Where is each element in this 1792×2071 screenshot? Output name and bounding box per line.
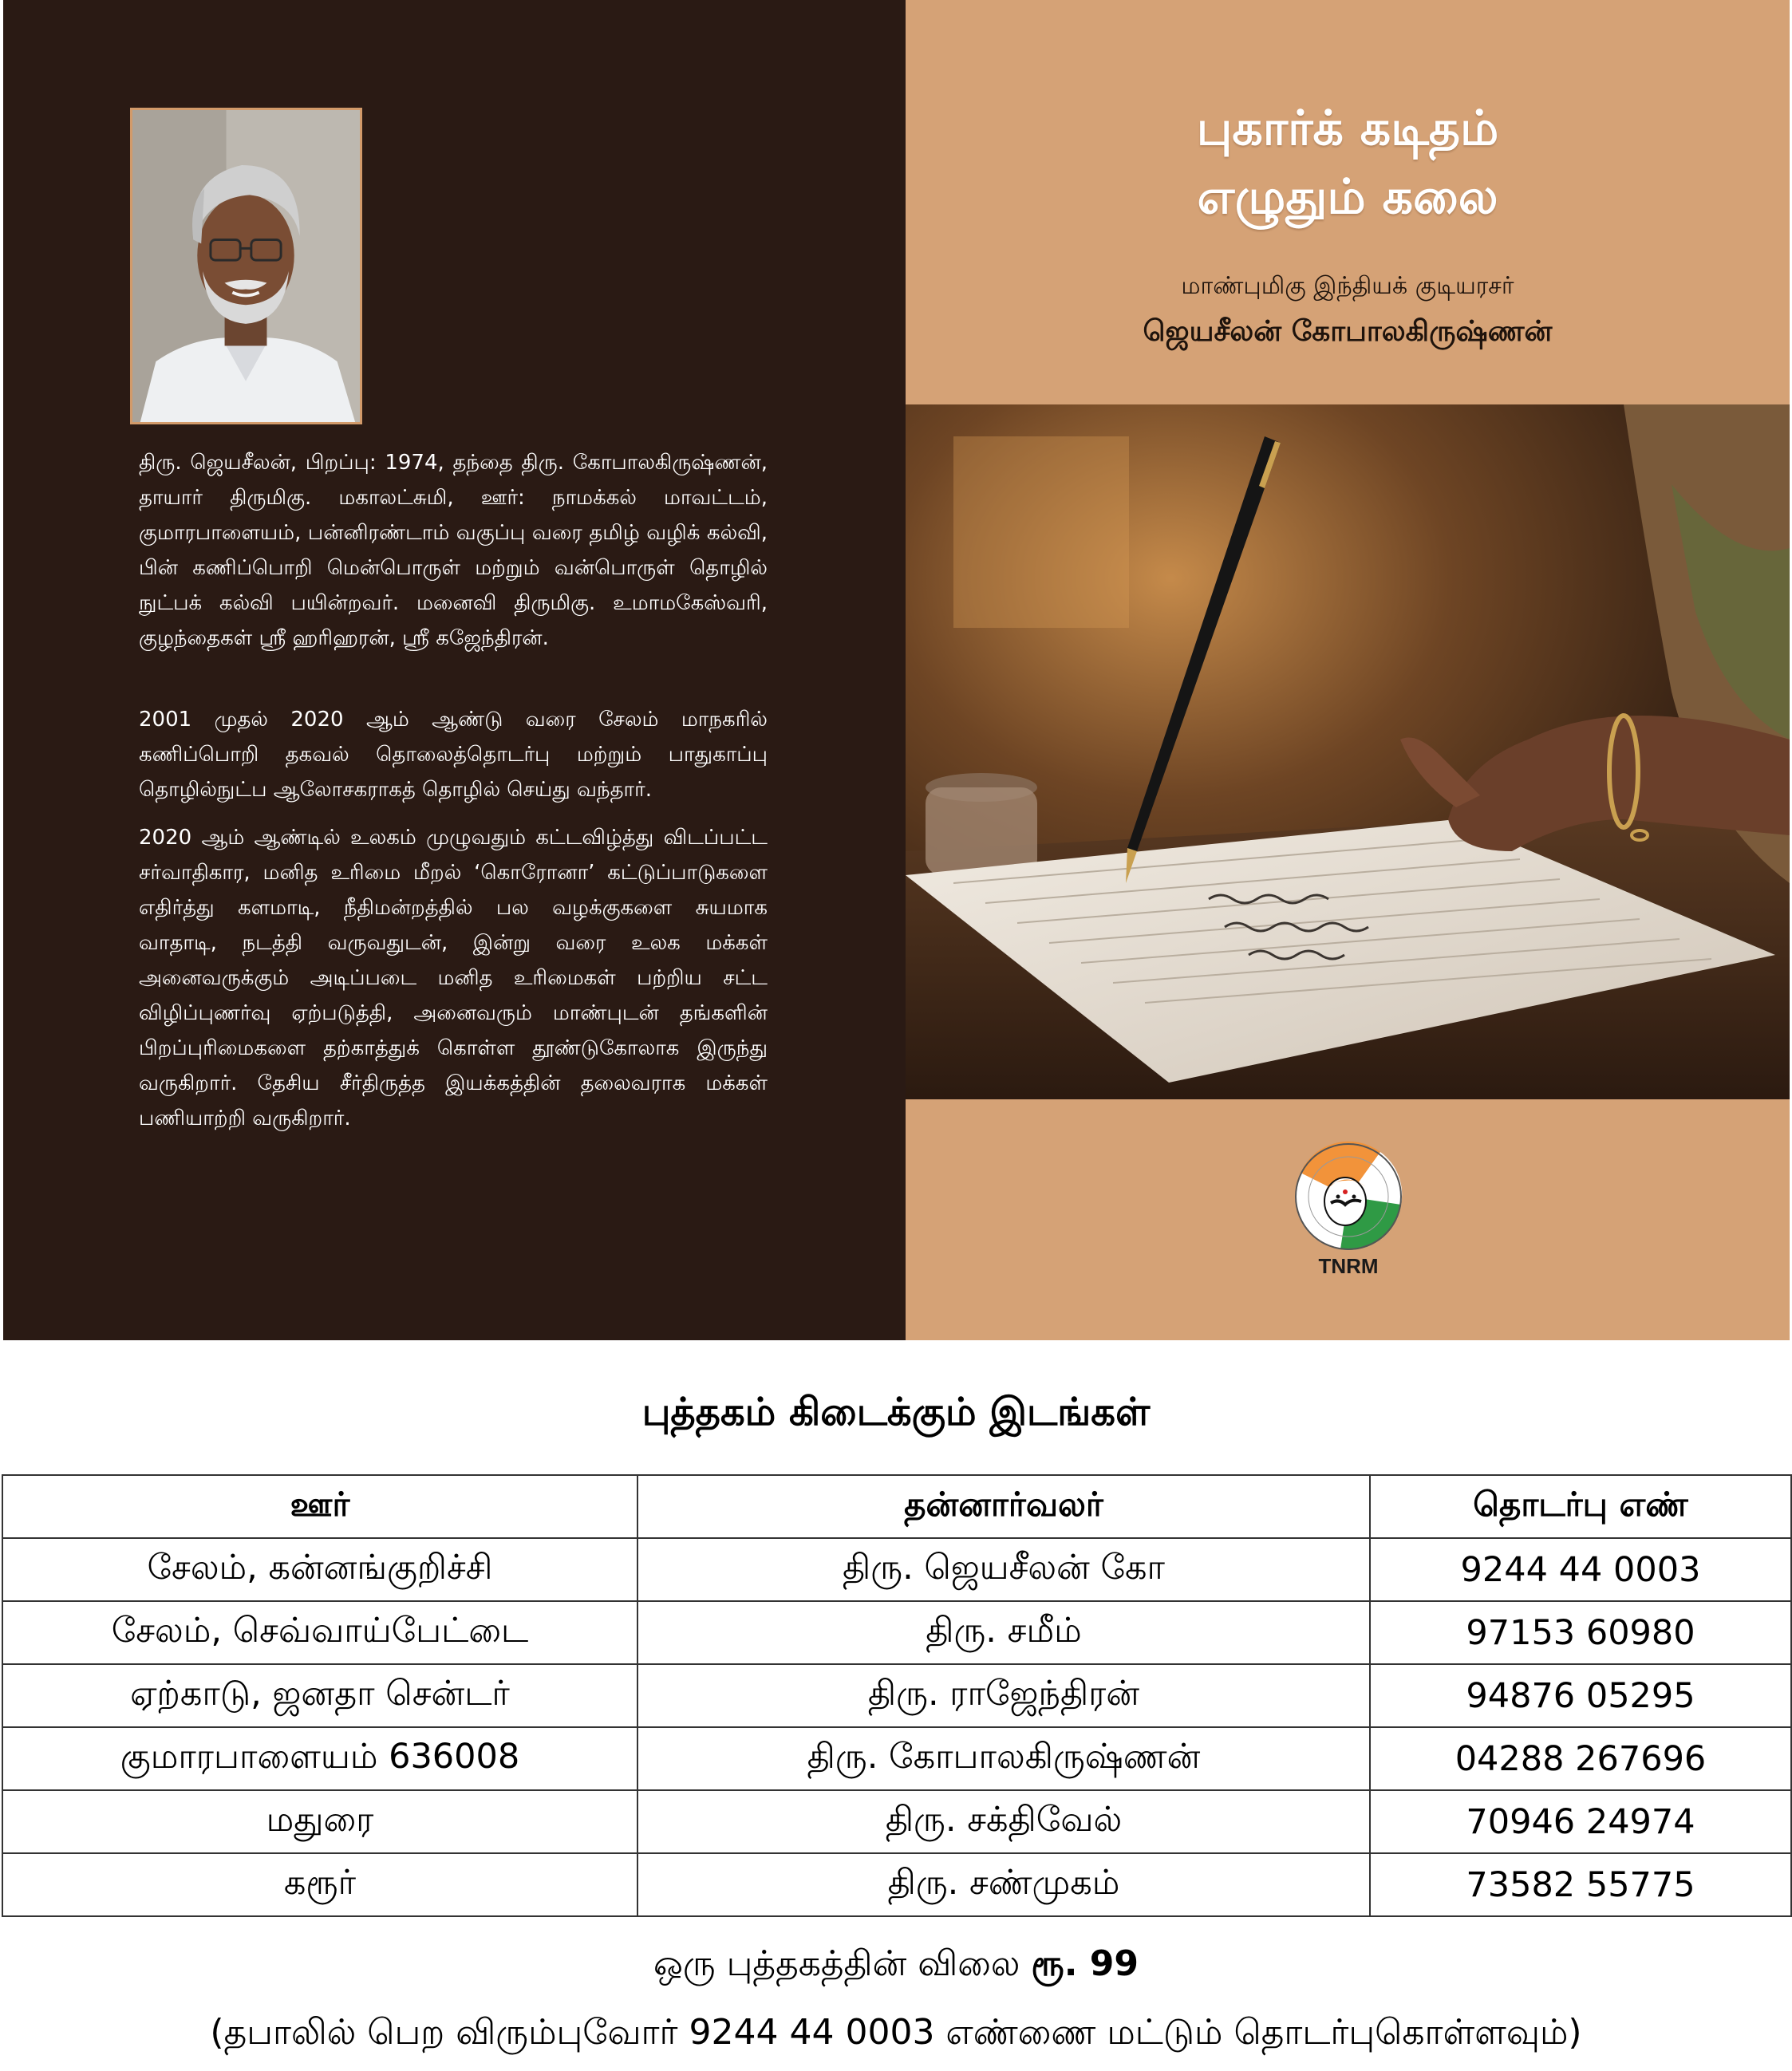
cell-volunteer: திரு. சண்முகம்: [637, 1853, 1370, 1916]
book-title-line-2: எழுதும் கலை: [1197, 169, 1498, 225]
cell-contact-number: 94876 05295: [1370, 1664, 1791, 1727]
cell-town: ஏற்காடு, ஜனதா சென்டர்: [2, 1664, 637, 1727]
author-bio-paragraph-3: 2020 ஆம் ஆண்டில் உலகம் முழுவதும் கட்டவிழ்த்து விடப்பட்ட சர்வாதிகார, மனித உரிமை மீறல் ‘கொரோனா’ கட்டுப்பாடுகளை எதிர்த்து களமாடி, நீதிமன்றத்தில் பல வழக்குகளை சுயமாக வாதாடி, நடத்தி வருவதுடன், இன்று வரை உலக மக்கள் அனைவருக்கும் அடிப்படை மனித உரிமைகள் பற்றிய சட்ட விழிப்புணர்வு ஏற்படுத்தி, அனைவரும் மாண்புடன் தங்களின் பிறப்புரிமைகளை தற்காத்துக் கொள்ள தூண்டுகோலாக இருந்து வருகிறார். தேசிய சீர்திருத்த இயக்கத்தின் தலைவராக மக்கள் பணியாற்றி வருகிறார்.: [139, 826, 768, 1130]
price-value: ரூ. 99: [1031, 1943, 1139, 1984]
cell-contact-number: 9244 44 0003: [1370, 1538, 1791, 1601]
cell-contact-number: 97153 60980: [1370, 1601, 1791, 1664]
price-line: [0, 1940, 1792, 1988]
table-row: [2, 1853, 1791, 1916]
table-header-row: [2, 1475, 1791, 1538]
cell-volunteer: திரு. ராஜேந்திரன்: [637, 1664, 1370, 1727]
publisher-logo-label: TNRM: [1318, 1254, 1379, 1278]
cover-photo-hand-writing-letter: [906, 404, 1790, 1099]
column-header-town: ஊர்: [2, 1475, 637, 1538]
back-cover: [3, 0, 906, 1340]
cell-town: மதுரை: [2, 1790, 637, 1853]
author-portrait-photo: [130, 108, 362, 424]
cell-volunteer: திரு. சமீம்: [637, 1601, 1370, 1664]
cell-contact-number: 70946 24974: [1370, 1790, 1791, 1853]
table-row: [2, 1538, 1791, 1601]
book-title: [906, 94, 1790, 231]
author-portrait-illustration: [132, 110, 360, 422]
publisher-logo: [1289, 1141, 1408, 1284]
cell-town: சேலம், செவ்வாய்பேட்டை: [2, 1601, 637, 1664]
tnrm-emblem-icon: [1293, 1141, 1404, 1252]
table-row: [2, 1790, 1791, 1853]
table-row: [2, 1727, 1791, 1790]
column-header-volunteer: தன்னார்வலர்: [637, 1475, 1370, 1538]
availability-heading: புத்தகம் கிடைக்கும் இடங்கள்: [641, 1390, 1151, 1434]
cell-volunteer: திரு. சக்திவேல்: [637, 1790, 1370, 1853]
stockists-table: [2, 1474, 1792, 1917]
price-label: ஒரு புத்தகத்தின் விலை: [653, 1943, 1020, 1984]
author-caption: மாண்புமிகு இந்தியக் குடியரசர்: [1181, 272, 1514, 300]
book-title-line-1: புகார்க் கடிதம்: [1196, 101, 1499, 156]
table-row: [2, 1664, 1791, 1727]
cell-volunteer: திரு. ஜெயசீலன் கோ: [637, 1538, 1370, 1601]
cell-contact-number: 73582 55775: [1370, 1853, 1791, 1916]
author-name: ஜெயசீலன் கோபாலகிருஷ்ணன்: [1143, 315, 1553, 348]
column-header-contact-number: தொடர்பு எண்: [1370, 1475, 1791, 1538]
postal-order-note: (தபாலில் பெற விரும்புவோர் 9244 44 0003 எண்ணை மட்டும் தொடர்புகொள்ளவும்): [210, 2012, 1582, 2053]
cover-photo-illustration: [906, 404, 1790, 1099]
cell-town: குமாரபாளையம் 636008: [2, 1727, 637, 1790]
cell-town: சேலம், கன்னங்குறிச்சி: [2, 1538, 637, 1601]
cell-contact-number: 04288 267696: [1370, 1727, 1791, 1790]
cell-town: கரூர்: [2, 1853, 637, 1916]
cell-volunteer: திரு. கோபாலகிருஷ்ணன்: [637, 1727, 1370, 1790]
table-row: [2, 1601, 1791, 1664]
author-bio-paragraph-2: 2001 முதல் 2020 ஆம் ஆண்டு வரை சேலம் மாநகரில் கணிப்பொறி தகவல் தொலைத்தொடர்பு மற்றும் பாதுகாப்பு தொழில்நுட்ப ஆலோசகராகத் தொழில் செய்து வந்தார்.: [139, 708, 768, 802]
author-bio-paragraph-1: திரு. ஜெயசீலன், பிறப்பு: 1974, தந்தை திரு. கோபாலகிருஷ்ணன், தாயார் திருமிகு. மகாலட்சுமி, ஊர்: நாமக்கல் மாவட்டம், குமாரபாளையம், பன்னிரண்டாம் வகுப்பு வரை தமிழ் வழிக் கல்வி, பின் கணிப்பொறி மென்பொருள் மற்றும் வன்பொருள் தொழில் நுட்பக் கல்வி பயின்றவர். மனைவி திருமிகு. உமாமகேஸ்வரி, குழந்தைகள் ஸ்ரீ ஹரிஹரன், ஸ்ரீ கஜேந்திரன்.: [139, 451, 768, 650]
front-cover: [906, 0, 1790, 1340]
